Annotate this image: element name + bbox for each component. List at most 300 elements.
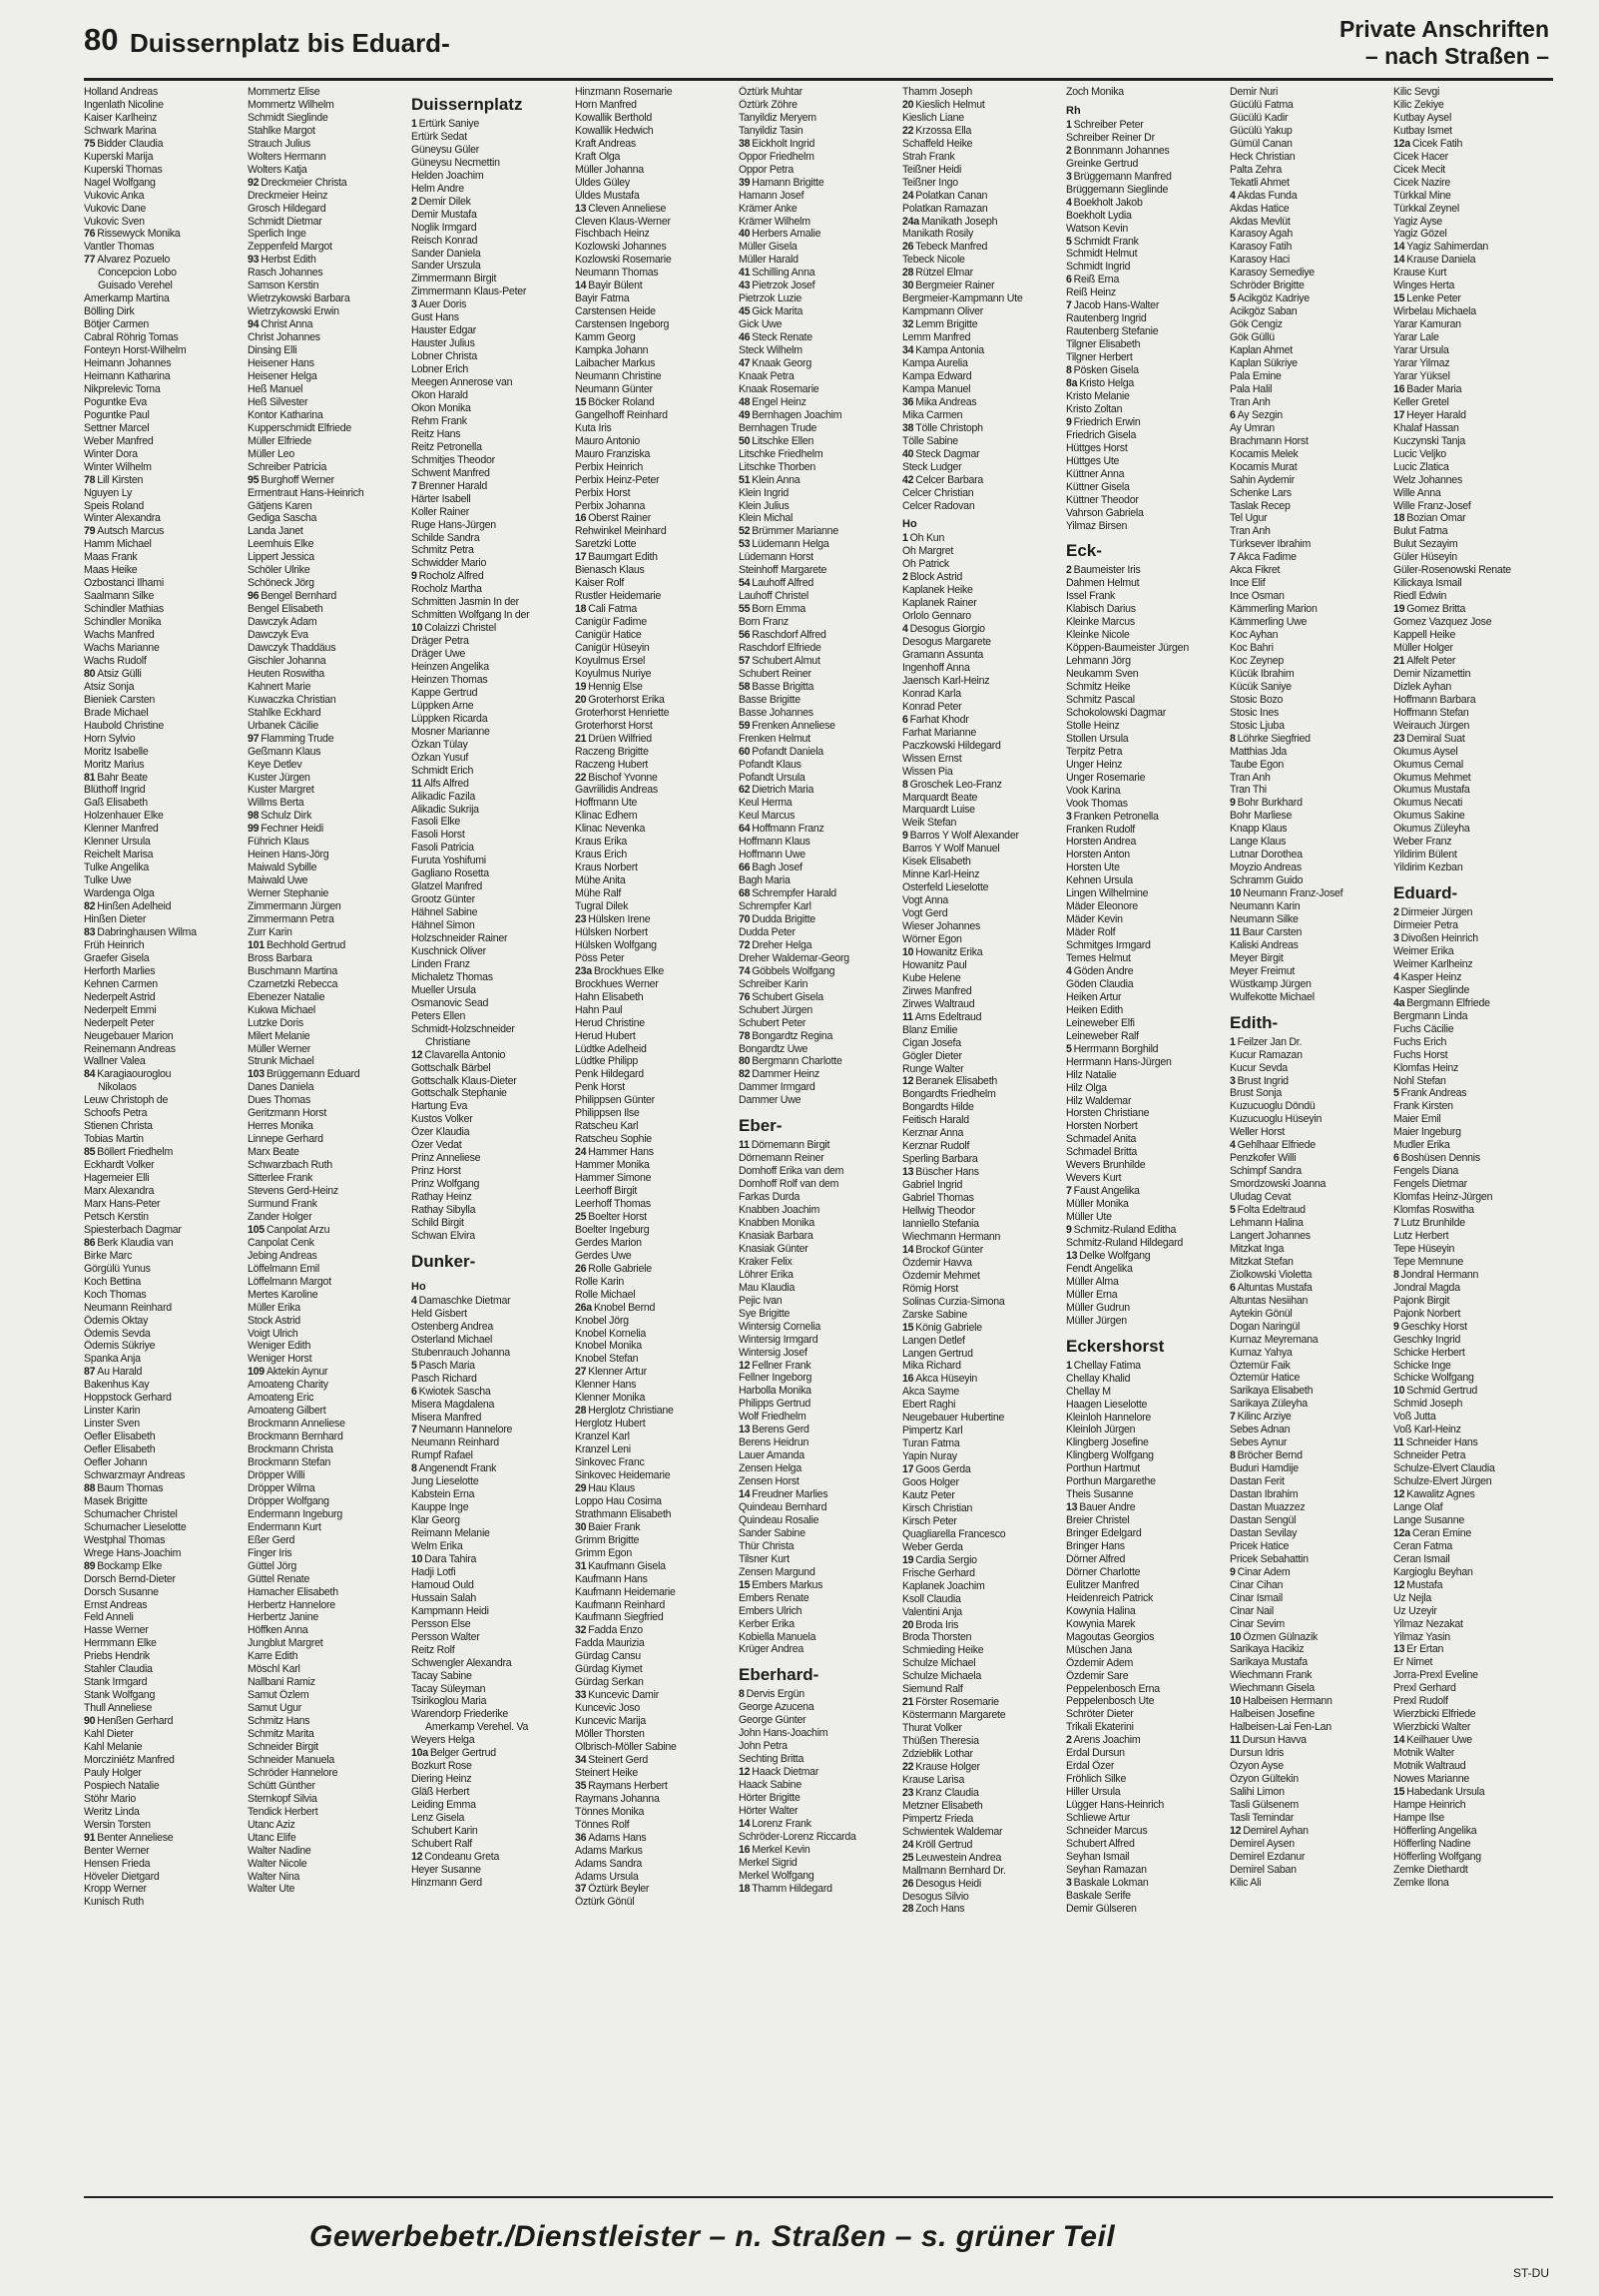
resident-entry: Schubert Reiner	[739, 667, 811, 680]
house-number: 13	[1066, 1249, 1078, 1262]
resident-entry: Schmitz Heike	[1066, 681, 1131, 694]
resident-entry: 22 Krzossa Ella	[902, 124, 972, 137]
house-number: 8	[739, 1688, 745, 1701]
resident-entry: Yildirim Bülent	[1393, 849, 1457, 861]
resident-entry: Schmidt Dietmar	[248, 215, 322, 228]
resident-entry: Blüthoff Ingrid	[84, 784, 146, 797]
resident-entry: Schild Birgit	[411, 1217, 464, 1230]
resident-entry: 20 Groterhorst Erika	[575, 693, 665, 706]
resident-entry: Bongardtz Uwe	[739, 1042, 808, 1055]
house-number: 43	[739, 280, 751, 292]
resident-entry: Geßmann Klaus	[248, 745, 321, 758]
resident-entry: Wolters Hermann	[248, 150, 326, 163]
house-number: 1	[1066, 1359, 1072, 1372]
resident-entry: 40 Steck Dagmar	[902, 447, 980, 460]
house-number: 31	[575, 1559, 587, 1572]
resident-entry: Khalaf Hassan	[1393, 421, 1459, 434]
resident-entry: Osterfeld Lieselotte	[902, 881, 989, 894]
resident-entry: Prexl Rudolf	[1393, 1695, 1448, 1708]
resident-entry: Ksoll Claudia	[902, 1592, 961, 1605]
resident-entry: Klingberg Wolfgang	[1066, 1449, 1154, 1462]
resident-entry: Schöneck Jörg	[248, 577, 314, 590]
resident-entry: Mühe Ralf	[575, 887, 622, 900]
resident-entry: 86 Berk Klaudia van	[84, 1236, 174, 1249]
resident-entry: Haagen Lieselotte	[1066, 1398, 1148, 1411]
resident-entry: Penk Hildegard	[575, 1068, 644, 1081]
resident-entry: 1 Schreiber Peter	[1066, 118, 1144, 131]
resident-entry: Koch Bettina	[84, 1275, 142, 1288]
resident-entry: 28 Zoch Hans	[902, 1903, 965, 1916]
resident-entry: Dawczyk Adam	[248, 616, 317, 629]
resident-entry: 11 Schneider Hans	[1393, 1436, 1478, 1449]
resident-entry: Stolle Heinz	[1066, 719, 1120, 732]
house-number: 64	[739, 823, 751, 836]
resident-entry: 40 Herbers Amalie	[739, 228, 821, 241]
house-number: 8	[1393, 1268, 1399, 1281]
resident-entry: Sander Urszula	[411, 260, 481, 273]
resident-entry: Wiechmann Hermann	[902, 1230, 1001, 1243]
resident-entry: Berens Heidrun	[739, 1436, 809, 1449]
resident-entry: Frank Kirsten	[1393, 1100, 1453, 1113]
resident-entry: Seyhan Ismail	[1066, 1850, 1130, 1863]
house-number: 47	[739, 357, 751, 370]
resident-entry: Kämmerling Marion	[1230, 603, 1318, 616]
resident-entry: 31 Kaufmann Gisela	[575, 1559, 666, 1572]
resident-entry: 13 Er Ertan	[1393, 1643, 1444, 1656]
resident-entry: 6 Reiß Erna	[1066, 274, 1120, 287]
resident-entry: Okumus Züleyha	[1393, 823, 1470, 836]
listing-column	[575, 86, 733, 2192]
resident-entry: Mertes Karoline	[248, 1288, 318, 1301]
resident-entry: 82 Hinßen Adelheid	[84, 900, 172, 913]
resident-entry: Surmund Frank	[248, 1197, 317, 1210]
resident-entry: Reimann Melanie	[411, 1527, 490, 1540]
resident-entry: Maas Heike	[84, 564, 138, 577]
house-number: 15	[575, 395, 587, 408]
house-number: 12	[1393, 1578, 1405, 1591]
resident-entry: 41 Schilling Anna	[739, 267, 815, 280]
resident-entry: Urbanek Cäcilie	[248, 719, 319, 732]
resident-entry: Kozlowski Rosemarie	[575, 254, 672, 267]
resident-entry: Langert Johannes	[1230, 1229, 1311, 1242]
resident-entry: Keul Marcus	[739, 810, 796, 823]
resident-entry: Lucic Zlatica	[1393, 460, 1449, 473]
house-number: 12	[739, 1359, 751, 1372]
house-number: 77	[84, 254, 96, 267]
resident-entry: 94 Christ Anna	[248, 318, 313, 331]
resident-entry: 15 Lenke Peter	[1393, 292, 1461, 305]
resident-entry: Helden Joachim	[411, 169, 484, 182]
resident-entry: Leuw Christoph de	[84, 1094, 169, 1107]
resident-entry: Trikali Ekaterini	[1066, 1721, 1134, 1734]
resident-entry: Walter Nadine	[248, 1844, 311, 1857]
resident-entry: Hüttges Ute	[1066, 454, 1120, 467]
resident-entry: Poguntke Eva	[84, 395, 147, 408]
resident-entry: Frenken Helmut	[739, 732, 810, 745]
resident-entry: Laibacher Markus	[575, 357, 656, 370]
resident-entry: Weirauch Jürgen	[1393, 719, 1470, 732]
house-number: 12a	[1393, 1526, 1410, 1539]
resident-entry: Strunk Michael	[248, 1055, 314, 1068]
resident-entry: Klabisch Darius	[1066, 603, 1136, 616]
resident-entry: Hamm Michael	[84, 538, 152, 551]
house-number: 13	[902, 1166, 914, 1179]
resident-entry: 23a Brockhues Elke	[575, 964, 665, 977]
resident-entry: Cigan Josefa	[902, 1036, 961, 1049]
house-number: 24	[902, 189, 914, 202]
resident-entry: 95 Burghoff Werner	[248, 473, 334, 486]
house-number: 17	[575, 551, 587, 564]
resident-entry: Leerhoff Thomas	[575, 1197, 651, 1210]
resident-entry: Schwientek Waldemar	[902, 1825, 1003, 1838]
resident-entry: Sitterlee Frank	[248, 1172, 313, 1185]
house-number: 12	[739, 1766, 751, 1779]
resident-entry: Wirbelau Michaela	[1393, 305, 1476, 318]
resident-entry: Löffelmann Margot	[248, 1275, 331, 1288]
resident-entry: Knapp Klaus	[1230, 823, 1288, 836]
house-number: 99	[248, 823, 260, 836]
resident-entry: 10a Belger Gertrud	[411, 1747, 496, 1760]
resident-entry: Basse Johannes	[739, 706, 813, 719]
resident-entry: Kobiella Manuela	[739, 1630, 816, 1643]
house-number: 15	[1393, 1785, 1405, 1798]
resident-entry: Horsten Ute	[1066, 861, 1120, 874]
resident-entry: Güttel Jörg	[248, 1559, 297, 1572]
resident-entry: 12 Clavarella Antonio	[411, 1048, 506, 1061]
resident-entry: Küttner Theodor	[1066, 493, 1139, 506]
resident-entry: 15 Embers Markus	[739, 1578, 823, 1591]
resident-entry: Gick Uwe	[739, 318, 783, 331]
resident-entry: Rustler Heidemarie	[575, 590, 662, 603]
resident-entry: 11 Alfs Alfred	[411, 777, 469, 790]
resident-entry: Okumus Cemal	[1393, 758, 1463, 771]
resident-entry: Dröpper Wilma	[248, 1481, 315, 1494]
resident-entry: Görgülü Yunus	[84, 1262, 151, 1275]
resident-entry: Bieniek Carsten	[84, 693, 156, 706]
resident-entry: Zdziebłik Lothar	[902, 1748, 973, 1761]
resident-entry: Härter Isabell	[411, 492, 471, 505]
resident-entry: Saalmann Silke	[84, 590, 155, 603]
resident-entry: Kieslich Liane	[902, 111, 964, 124]
resident-entry: Linster Karin	[84, 1405, 141, 1418]
house-number: 33	[575, 1689, 587, 1702]
resident-entry: 8 Bröcher Bernd	[1230, 1449, 1303, 1462]
resident-entry: Marquardt Luise	[902, 804, 975, 817]
resident-entry: Schmitz Petra	[411, 544, 474, 557]
resident-entry: Müller Leo	[248, 447, 294, 460]
resident-entry: Perbix Heinrich	[575, 460, 644, 473]
house-number: 23	[575, 913, 587, 925]
resident-entry: Ianniello Stefania	[902, 1217, 979, 1230]
resident-entry: Hörter Brigitte	[739, 1792, 800, 1805]
resident-entry: Misera Manfred	[411, 1411, 482, 1424]
resident-entry: Stosic Ljuba	[1230, 719, 1285, 732]
house-number: 20	[575, 693, 587, 706]
resident-entry: Marx Hans-Peter	[84, 1197, 161, 1210]
house-number: 30	[575, 1520, 587, 1533]
resident-entry: Farkas Durda	[739, 1191, 800, 1204]
resident-entry: Lauhoff Christel	[739, 590, 809, 603]
resident-entry: Rumpf Rafael	[411, 1449, 473, 1462]
listing-columns	[84, 86, 1553, 2192]
resident-entry: Kuschnick Oliver	[411, 945, 486, 957]
house-number: 10	[1230, 1630, 1242, 1643]
resident-entry: Kunisch Ruth	[84, 1896, 145, 1909]
house-number: 53	[739, 538, 751, 551]
resident-entry: Schröter Dieter	[1066, 1708, 1134, 1721]
resident-entry: Hammer Simone	[575, 1172, 652, 1185]
resident-entry: Kraker Felix	[739, 1255, 793, 1268]
resident-entry: Dirmeier Petra	[1393, 919, 1458, 932]
resident-entry: Finger Iris	[248, 1546, 292, 1559]
resident-entry: Gücülü Fatma	[1230, 98, 1294, 111]
resident-entry: Pala Emine	[1230, 369, 1282, 382]
resident-entry: Wulfekotte Michael	[1230, 990, 1315, 1003]
house-number: 3	[1230, 1074, 1236, 1087]
resident-entry: Zarske Sabine	[902, 1308, 968, 1321]
resident-entry: Wolters Katja	[248, 163, 307, 176]
resident-entry: Haack Sabine	[739, 1779, 801, 1792]
resident-entry: Schwark Marina	[84, 124, 157, 137]
resident-entry: Yarar Yilmaz	[1393, 357, 1450, 370]
resident-entry: Neumann Karin	[1230, 900, 1301, 913]
resident-entry: Kaliski Andreas	[1230, 938, 1299, 951]
resident-entry: 7 Jacob Hans-Walter	[1066, 299, 1160, 312]
resident-entry: Bergmeier-Kampmann Ute	[902, 292, 1023, 305]
resident-entry: Ozbostanci Ilhami	[84, 577, 164, 590]
resident-entry: Karre Edith	[248, 1650, 298, 1663]
resident-entry: Heuten Roswitha	[248, 667, 324, 680]
resident-entry: Kerznar Anna	[902, 1127, 964, 1140]
resident-entry: Wierzbicki Elfriede	[1393, 1708, 1476, 1721]
resident-entry: Adams Sandra	[575, 1857, 643, 1870]
house-number: 7	[1066, 299, 1072, 312]
house-number: 7	[1393, 1217, 1399, 1230]
resident-entry: Klomfas Heinz	[1393, 1061, 1459, 1074]
resident-entry: 6 Kwiotek Sascha	[411, 1385, 491, 1398]
resident-entry: Samut Özlem	[248, 1689, 309, 1702]
resident-entry: Kampa Edward	[902, 369, 972, 382]
resident-entry: Kropp Werner	[84, 1883, 147, 1896]
resident-entry: 7 Neumann Hannelore	[411, 1424, 513, 1436]
resident-entry: 11 Dursun Havva	[1230, 1734, 1307, 1747]
house-number: 16	[1393, 382, 1405, 395]
house-number: 29	[575, 1481, 587, 1494]
resident-entry: Kranzel Leni	[575, 1443, 631, 1456]
resident-entry: Wierzbicki Walter	[1393, 1721, 1471, 1734]
resident-entry: Horsten Andrea	[1066, 836, 1137, 849]
resident-entry: Cinar Sevim	[1230, 1617, 1285, 1630]
resident-entry: Schmidt Erich	[411, 764, 474, 777]
resident-entry: Winter Wilhelm	[84, 460, 152, 473]
resident-entry: Masek Brigitte	[84, 1494, 148, 1507]
resident-entry: 13 Berens Gerd	[739, 1424, 809, 1436]
resident-entry: Hoffmann Stefan	[1393, 706, 1469, 719]
house-number: 41	[739, 267, 751, 280]
resident-entry: Brockmann Bernhard	[248, 1431, 343, 1443]
resident-entry: Schmidt-Holzschneider	[411, 1022, 515, 1035]
resident-entry: Rathay Sibylla	[411, 1204, 476, 1217]
resident-entry: Buduri Hamdije	[1230, 1462, 1299, 1475]
resident-entry: 14 Brockof Günter	[902, 1243, 984, 1256]
house-number: 76	[739, 990, 751, 1003]
resident-entry: Porthun Margarethe	[1066, 1475, 1156, 1488]
resident-entry: Lobner Erich	[411, 363, 469, 376]
resident-entry: Petsch Kerstin	[84, 1210, 149, 1223]
resident-entry: Hellwig Theodor	[902, 1205, 975, 1218]
house-number: 8	[1230, 1449, 1236, 1462]
resident-entry: Mauro Franziska	[575, 447, 651, 460]
resident-entry: Amerkamp Verehel. Va	[425, 1721, 529, 1734]
resident-entry: Okon Monika	[411, 401, 471, 414]
house-number: 91	[84, 1831, 96, 1844]
resident-entry: Kargioglu Beyhan	[1393, 1565, 1473, 1578]
resident-entry: Graefer Gisela	[84, 951, 150, 964]
resident-entry: Heisener Hans	[248, 357, 314, 370]
resident-entry: 15 Habedank Ursula	[1393, 1785, 1485, 1798]
page-title: Duissernplatz bis Eduard-	[130, 28, 450, 58]
resident-entry: Sinkovec Franc	[575, 1456, 645, 1469]
resident-entry: Schumacher Lieselotte	[84, 1520, 187, 1533]
house-number: 79	[84, 525, 96, 538]
resident-entry: Klar Georg	[411, 1514, 460, 1527]
resident-entry: Schröder-Lorenz Riccarda	[739, 1830, 856, 1843]
resident-entry: Bross Barbara	[248, 951, 312, 964]
resident-entry: Marx Beate	[248, 1146, 299, 1159]
resident-entry: Kocamis Melek	[1230, 447, 1299, 460]
resident-entry: Landa Janet	[248, 525, 303, 538]
resident-entry: Thamm Joseph	[902, 86, 973, 98]
resident-entry: Porthun Hartmut	[1066, 1462, 1140, 1475]
resident-entry: Kristo Zoltan	[1066, 402, 1123, 415]
listing-column	[902, 86, 1060, 2192]
resident-entry: Maas Frank	[84, 551, 138, 564]
resident-entry: Demir Nuri	[1230, 86, 1279, 98]
resident-entry: Özyon Ayse	[1230, 1760, 1284, 1773]
resident-entry: Altuntas Nesiihan	[1230, 1294, 1309, 1307]
resident-entry: Schneider Marcus	[1066, 1825, 1148, 1837]
resident-entry: Tacay Sabine	[411, 1669, 472, 1682]
resident-entry: 25 Leuwestein Andrea	[902, 1851, 1002, 1864]
resident-entry: 4 Akdas Funda	[1230, 189, 1298, 202]
resident-entry: 47 Knaak Georg	[739, 357, 811, 370]
resident-entry: Perbix Johanna	[575, 499, 646, 512]
resident-entry: Weber Manfred	[84, 434, 154, 447]
resident-entry: 13 Delke Wolfgang	[1066, 1249, 1151, 1262]
resident-entry: 57 Schubert Almut	[739, 654, 820, 667]
resident-entry: Kaufmann Reinhard	[575, 1598, 665, 1611]
resident-entry: Frische Gerhard	[902, 1566, 975, 1579]
house-number: 12	[411, 1048, 423, 1061]
resident-entry: 96 Bengel Bernhard	[248, 590, 337, 603]
resident-entry: Dahmen Helmut	[1066, 577, 1140, 590]
house-number: 3	[1393, 932, 1399, 945]
house-number: 80	[739, 1055, 751, 1068]
resident-entry: Chellay Khalid	[1066, 1372, 1131, 1385]
resident-entry: Feld Anneli	[84, 1611, 134, 1624]
resident-entry: Boelter Ingeburg	[575, 1223, 650, 1236]
resident-entry: 54 Lauhoff Alfred	[739, 577, 813, 590]
resident-entry: Kraft Olga	[575, 150, 621, 163]
resident-entry: 26a Knobel Bernd	[575, 1301, 656, 1314]
resident-entry: Özkan Tülay	[411, 738, 468, 751]
resident-entry: 80 Atsiz Gülli	[84, 667, 142, 680]
resident-entry: Lüdemann Horst	[739, 551, 813, 564]
resident-entry: Kaplanek Joachim	[902, 1579, 985, 1592]
resident-entry: Tendick Herbert	[248, 1805, 318, 1818]
resident-entry: Yarar Kamuran	[1393, 318, 1461, 331]
house-number: 9	[1230, 797, 1236, 810]
resident-entry: Ziolkowski Violetta	[1230, 1268, 1313, 1281]
resident-entry: Herres Monika	[248, 1120, 313, 1133]
resident-entry: Klenner Manfred	[84, 823, 159, 836]
resident-entry: Prexl Gerhard	[1393, 1682, 1456, 1695]
resident-entry: 4 Göden Andre	[1066, 965, 1134, 977]
resident-entry: Prinz Wolfgang	[411, 1178, 480, 1191]
resident-entry: 7 Kilinc Arziye	[1230, 1411, 1292, 1424]
resident-entry: Utanc Elife	[248, 1831, 296, 1844]
resident-entry: Kleinke Nicole	[1066, 629, 1130, 642]
resident-entry: Greinke Gertrud	[1066, 157, 1139, 170]
resident-entry: Kozlowski Johannes	[575, 241, 667, 254]
resident-entry: 22 Bischof Yvonne	[575, 771, 658, 784]
resident-entry: Penk Horst	[575, 1081, 625, 1094]
resident-entry: 88 Baum Thomas	[84, 1481, 164, 1494]
house-number: 7	[1066, 1185, 1072, 1198]
house-number: 34	[902, 344, 914, 357]
resident-entry: Klingberg Josefine	[1066, 1436, 1149, 1449]
resident-entry: Herud Hubert	[575, 1029, 636, 1042]
resident-entry: Wachs Manfred	[84, 629, 155, 642]
listing-column	[1066, 86, 1224, 2192]
resident-entry: Cleven Klaus-Werner	[575, 215, 671, 228]
resident-entry: Kirsch Christian	[902, 1501, 973, 1514]
resident-entry: 56 Raschdorf Alfred	[739, 629, 826, 642]
house-number: 68	[739, 887, 751, 900]
resident-entry: Hoffmann Klaus	[739, 836, 810, 849]
resident-entry: 27 Klenner Artur	[575, 1366, 647, 1379]
house-number: 103	[248, 1068, 265, 1081]
resident-entry: Stevens Gerd-Heinz	[248, 1185, 338, 1198]
resident-entry: 18 Thamm Hildegard	[739, 1882, 832, 1895]
resident-entry: Zimmermann Petra	[248, 913, 334, 925]
resident-entry: Oefler Elisabeth	[84, 1443, 156, 1456]
resident-entry: Köppen-Baumeister Jürgen	[1066, 642, 1189, 655]
resident-entry: 14 Bayir Bülent	[575, 280, 643, 292]
resident-entry: 9 Schmitz-Ruland Editha	[1066, 1224, 1177, 1237]
resident-entry: Canigür Hatice	[575, 629, 642, 642]
resident-entry: 2 Block Astrid	[902, 571, 962, 584]
resident-entry: Maier Emil	[1393, 1113, 1441, 1126]
resident-entry: 89 Bockamp Elke	[84, 1559, 163, 1572]
resident-entry: Hampe Ilse	[1393, 1811, 1445, 1824]
resident-entry: Öztemür Hatice	[1230, 1372, 1301, 1385]
resident-entry: Lingen Wilhelmine	[1066, 887, 1149, 900]
resident-entry: 4 Boekholt Jakob	[1066, 196, 1143, 209]
house-number: 42	[902, 473, 914, 486]
resident-entry: Heinzen Angelika	[411, 661, 489, 674]
resident-entry: 9 Rocholz Alfred	[411, 570, 484, 583]
resident-entry: 15 König Gabriele	[902, 1321, 982, 1334]
resident-entry: Leineweber Elfi	[1066, 1016, 1135, 1029]
resident-entry: Aytekin Gönül	[1230, 1307, 1293, 1320]
resident-entry: 34 Kampa Antonia	[902, 344, 984, 357]
resident-entry: Wintersig Josef	[739, 1346, 807, 1359]
resident-entry: Pimpertz Frieda	[902, 1812, 974, 1825]
resident-entry: Vahrson Gabriela	[1066, 506, 1144, 519]
resident-entry: Lemm Manfred	[902, 331, 971, 344]
resident-entry: Stollen Ursula	[1066, 732, 1129, 745]
